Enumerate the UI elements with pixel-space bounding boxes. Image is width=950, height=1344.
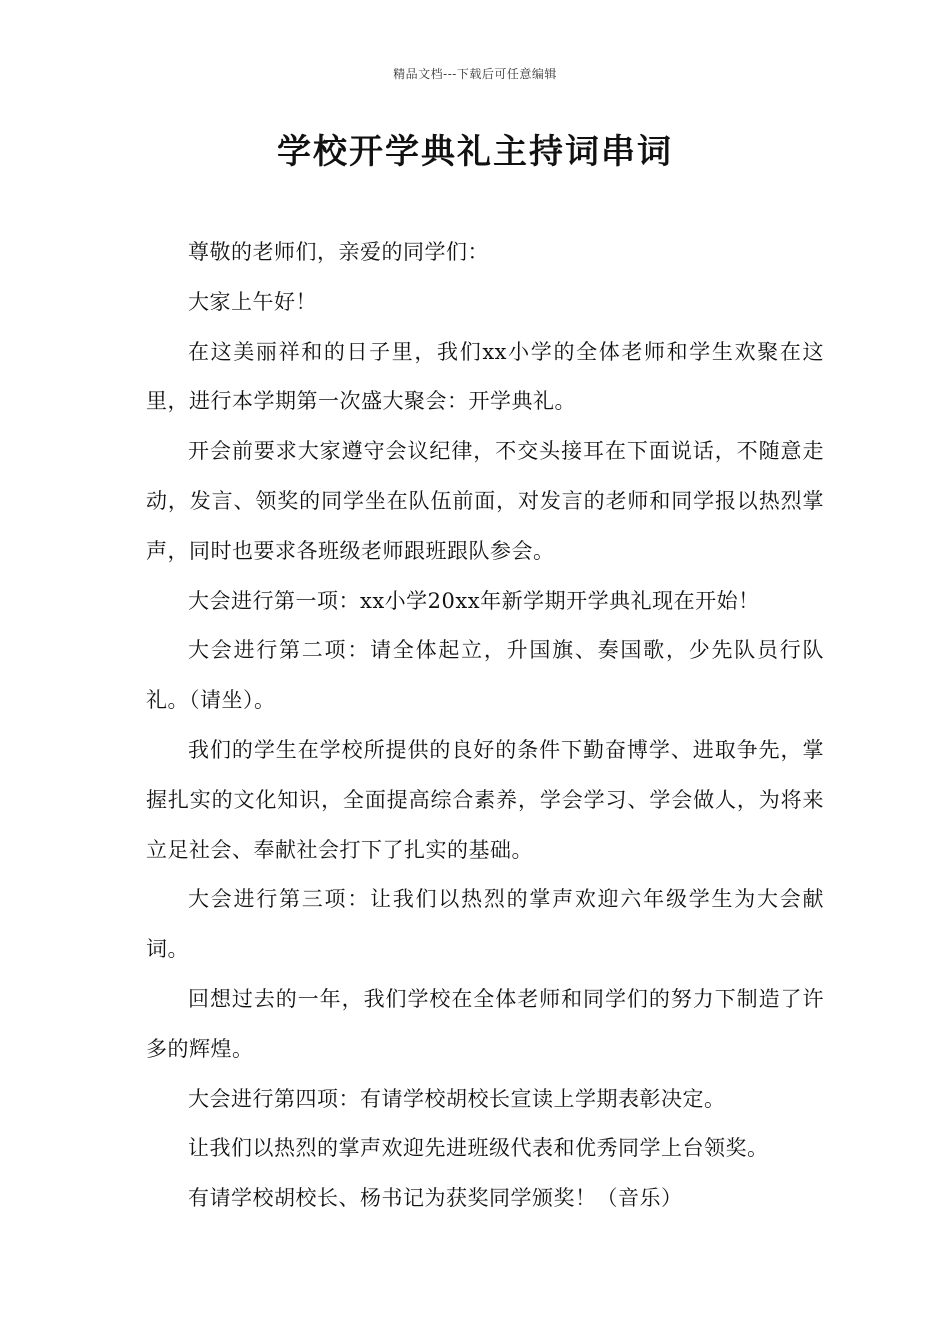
document-body [146,228,824,1224]
paragraph-awards: 让我们以热烈的掌声欢迎先进班级代表和优秀同学上台领奖。 [188,1136,769,1161]
paragraph-discipline: 开会前要求大家遵守会议纪律，不交头接耳在下面说话，不随意走动，发言、领奖的同学坐在队伍前面，对发言的老师和同学报以热烈掌声，同时也要求各班级老师跟班跟队参会。 [146,439,824,563]
page-header: 精品文档---下载后可任意编辑 [393,67,557,81]
paragraph-item-one: 大会进行第一项：xx小学20xx年新学期开学典礼现在开始！ [188,588,760,613]
paragraph-greeting: 尊敬的老师们，亲爱的同学们： [188,240,489,264]
document-title: 学校开学典礼主持词串词 [277,132,673,172]
paragraph-review: 回想过去的一年，我们学校在全体老师和同学们的努力下制造了许多的辉煌。 [146,986,824,1061]
paragraph-item-three: 大会进行第三项：让我们以热烈的掌声欢迎六年级学生为大会献词。 [146,887,824,962]
paragraph-good-morning: 大家上午好！ [188,289,317,314]
paragraph-item-four: 大会进行第四项：有请学校胡校长宣读上学期表彰决定。 [188,1086,726,1111]
paragraph-presentation: 有请学校胡校长、杨书记为获奖同学颁奖！（音乐） [188,1186,683,1211]
paragraph-students: 我们的学生在学校所提供的良好的条件下勤奋博学、进取争先，掌握扎实的文化知识，全面提高综合素养，学会学习、学会做人，为将来立足社会、奉献社会打下了扎实的基础。 [146,737,824,862]
paragraph-gathering: 在这美丽祥和的日子里，我们xx小学的全体老师和学生欢聚在这里，进行本学期第一次盛大聚会：开学典礼。 [146,339,824,414]
paragraph-item-two: 大会进行第二项：请全体起立，升国旗、奏国歌，少先队员行队礼。（请坐）。 [146,638,824,713]
